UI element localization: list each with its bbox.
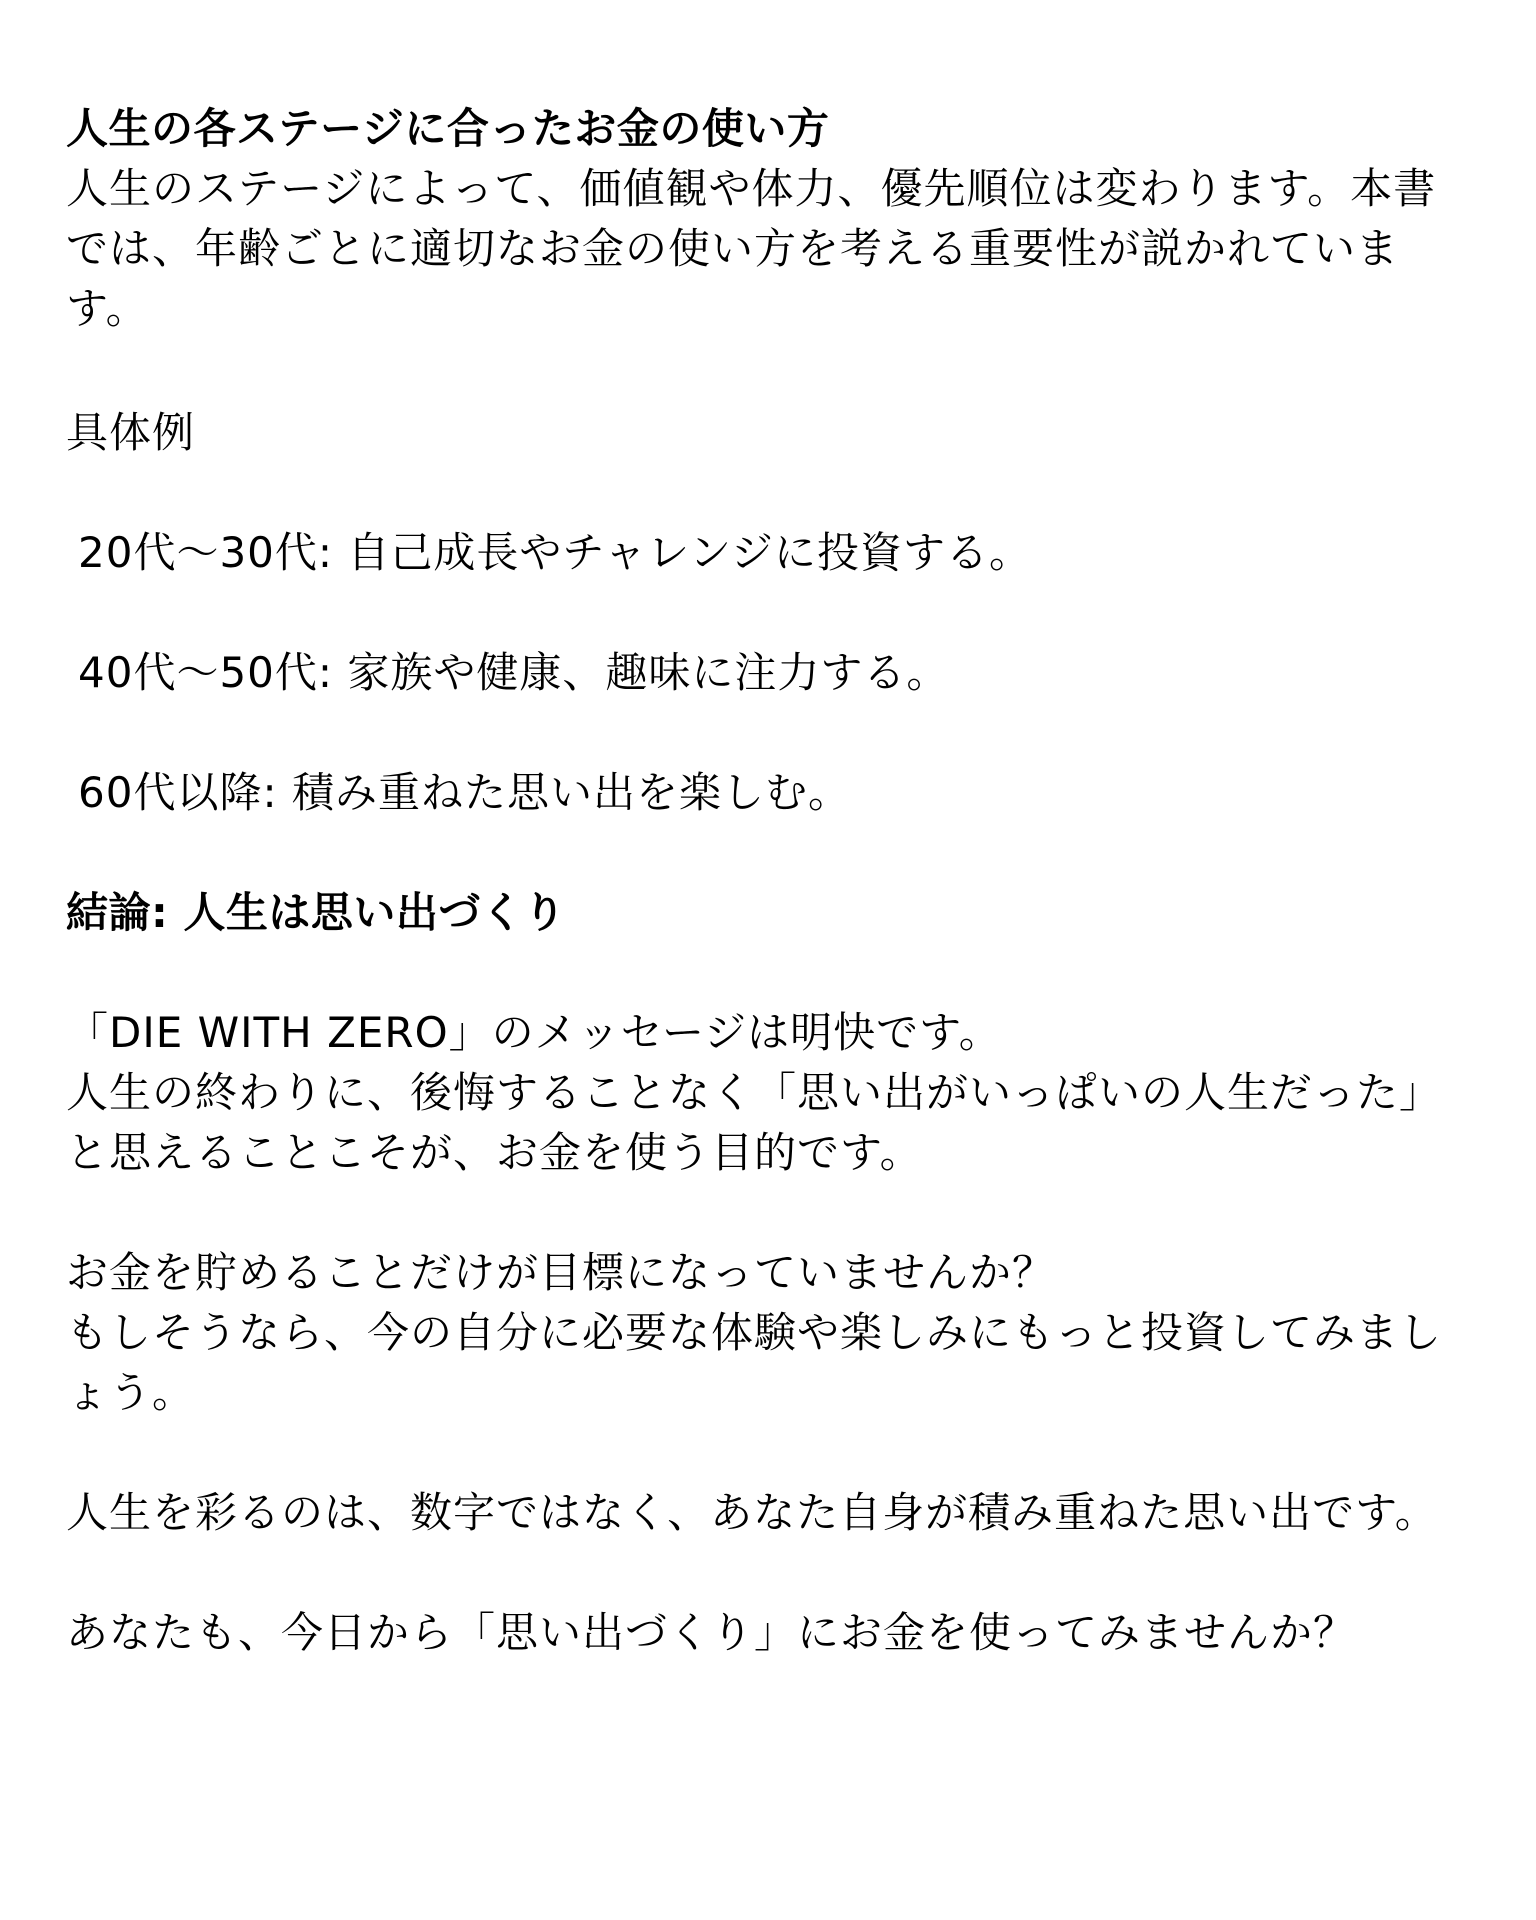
paragraph-line: ょう。 bbox=[66, 1368, 196, 1417]
example-item: 40代〜50代: 家族や健康、趣味に注力する。 bbox=[78, 648, 950, 697]
closing-question: あなたも、今日から「思い出づくり」にお金を使ってみませんか？ bbox=[66, 1608, 1357, 1657]
paragraph-line: では、年齢ごとに適切なお金の使い方を考える重要性が説かれていま bbox=[66, 224, 1400, 273]
conclusion-heading: 結論: 人生は思い出づくり bbox=[66, 888, 566, 937]
example-item: 20代〜30代: 自己成長やチャレンジに投資する。 bbox=[78, 528, 1033, 577]
example-item: 60代以降: 積み重ねた思い出を楽しむ。 bbox=[78, 768, 851, 817]
paragraph-line: 人生の終わりに、後悔することなく「思い出がいっぱいの人生だった」 bbox=[66, 1068, 1443, 1117]
section-heading: 人生の各ステージに合ったお金の使い方 bbox=[66, 104, 830, 153]
examples-label: 具体例 bbox=[66, 408, 196, 457]
paragraph-line: もしそうなら、今の自分に必要な体験や楽しみにもっと投資してみまし bbox=[66, 1308, 1443, 1357]
paragraph-line: 人生を彩るのは、数字ではなく、あなた自身が積み重ねた思い出です。 bbox=[66, 1488, 1438, 1537]
paragraph-line: 人生のステージによって、価値観や体力、優先順位は変わります。本書 bbox=[66, 164, 1437, 213]
paragraph-line: と思えることこそが、お金を使う目的です。 bbox=[66, 1128, 923, 1177]
paragraph-line: お金を貯めることだけが目標になっていませんか？ bbox=[66, 1248, 1056, 1297]
paragraph-line: す。 bbox=[66, 284, 149, 333]
paragraph-line: 「DIE WITH ZERO」のメッセージは明快です。 bbox=[66, 1008, 1002, 1057]
